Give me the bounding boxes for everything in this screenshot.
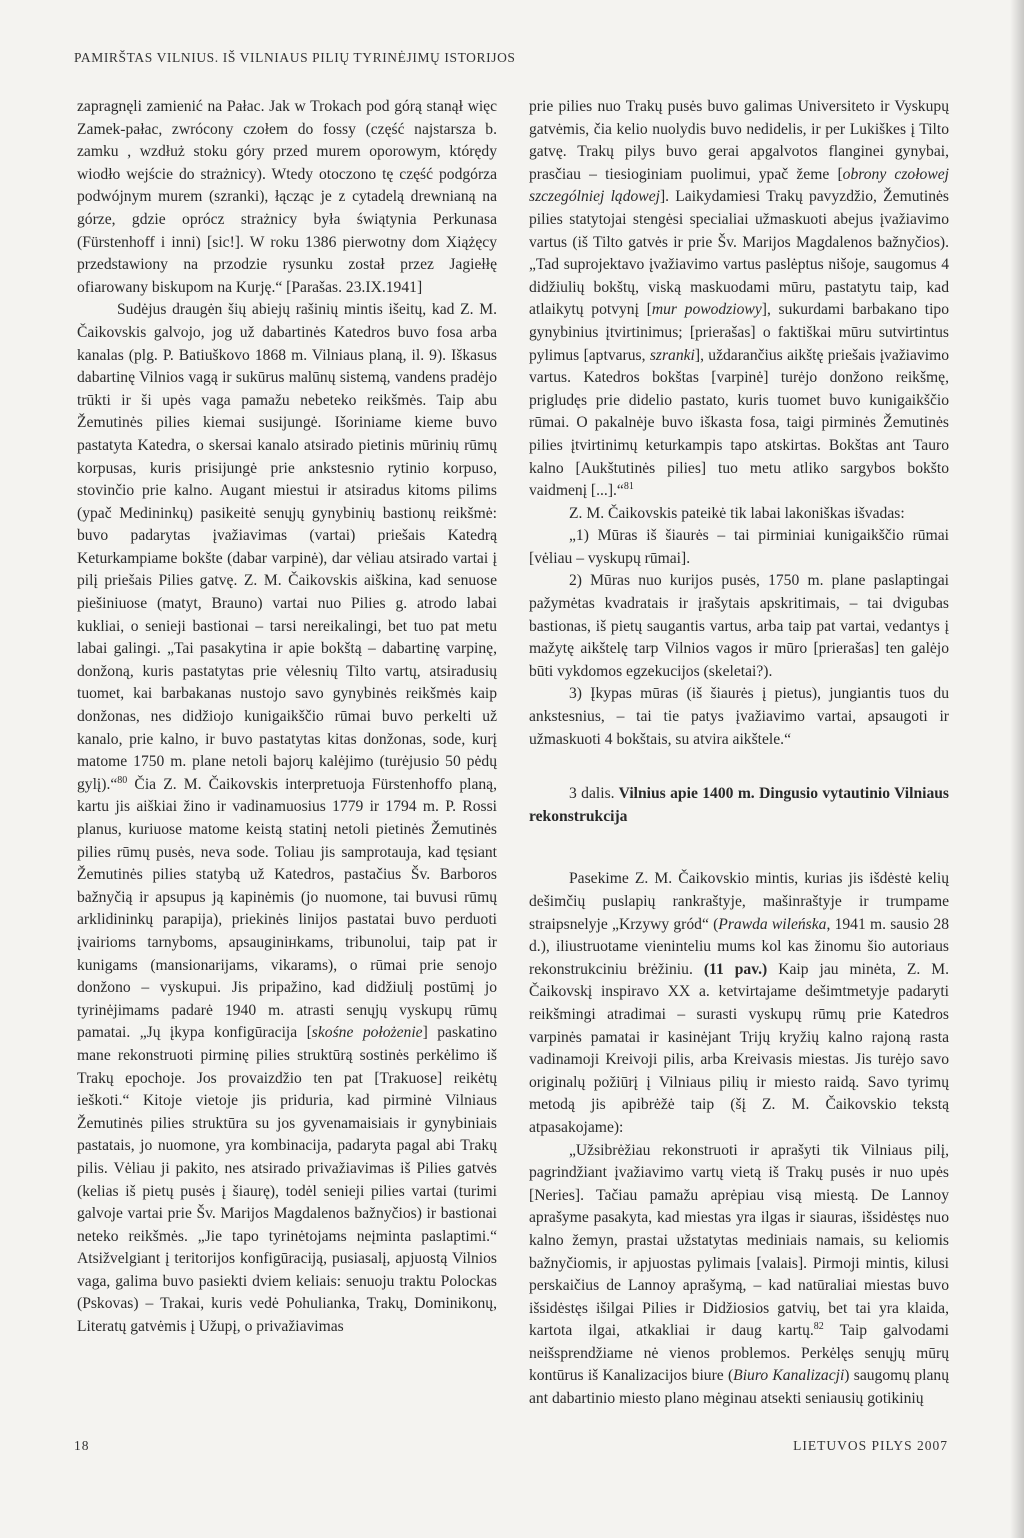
text-run: ] paskatino mane rekonstruoti pirminę pilies struktūrą sostinės perkėlimo iš Trakų epochoje. Jos provaizdžio ten pat [Trakuose] reikėtų ieškoti.“ Kitoje vietoje jis priduria, kad pirminė Vilniaus Žemutinės pilies struktūra su jos gyvenamaisiais ir gynybiniais pastatais, jo nuomone, yra kombinacija, padaryta pagal abi Trakų pilis. Vėliau ji pakito, nes atsirado privažiavimas iš Pilies gatvės (kelias iš pietų pusės į šiaurę), todėl senieji pilies vartai (turimi galvoje vartai prie Šv. Marijos Magdalenos bažnyčios) ir bastionai neteko reikšmės. „Jie tapo tyrinėtojams neįminta paslaptimi.“ Atsižvelgiant į teritorijos konfigūraciją, pusiasalį, apjuostą Vilnios vaga, galima buvo pasiekti dviem keliais: senuoju traktu Polockas (Pskovas) – Trakai, kuris vedė Pohulianka, Trakų, Dominikonų, Literatų gatvėmis į Užupį, o privažiavimas [77,1024,497,1336]
running-head: PAMIRŠTAS VILNIUS. IŠ VILNIAUS PILIŲ TYRINĖJIMŲ ISTORIJOS [74,50,516,65]
figure-ref: (11 pav.) [703,960,768,978]
italic-run: Biuro Kanalizacji [733,1367,845,1385]
paragraph: zapragnęli zamienić na Pałac. Jak w Trokach pod górą stanął więc Zamek-pałac, zwrócony czołem do fossy (część najstarsza b. zamku , wzdłuż stoku góry przed murem oporowym, którędy wiodło wejście do strażnicy). Wtedy otoczono tę część podgórza podwójnym murem (szranki), łącząc je z cytadelą drewnianą na górze, gdzie oprócz strażnicy była świątynia Perkunasa (Fürstenhoff i inni) [sic!]. W roku 1386 pierwotny dom Xiążęcy przedstawiony na przodzie rysunku został przez Jagiełłę ofiarowany biskupom na Kurję.“ [Parašas. 23.IX.1941] [77,98,497,296]
italic-run: obrony czołowej szczególniej lądowej [529,165,950,206]
text-run: Kaip jau minėta, Z. M. Čaikovskį inspiravo XX a. ketvirtajame dešimtmetyje padaryti reikšmingi atradimai – surasti vyskupų rūmų prie Katedros varpinės pamatai ir kasinėjant Trijų kryžių kalno rajoną rasta vadinamoji Kreivoji pilis, arba Kreivasis miestas. Jis turėjo savo originalų požiūrį į Vilniaus pilių ir miesto raidą. Savo tyrimų metodą jis apibrėžė taip (šį Z. M. Čaikovskio tekstą atpasakojame): [529,960,949,1136]
paragraph: Z. M. Čaikovskis pateikė tik labai lakoniškas išvadas: [569,504,905,522]
text-run: Pasekime Z. M. Čaikovskio mintis, kurias jis išdėstė kelių dešimčių puslapių rankraštyje, mašinraštyje ir trumpame straipsnelyje „Krzywy gród“ ( [529,870,949,933]
section-number: 3 dalis. [569,785,615,803]
left-column [77,96,497,1339]
section-title: Vilnius apie 1400 m. Dingusio vytautinio Vilniaus rekonstrukcija [529,785,949,825]
text-run: prie pilies nuo Trakų pusės buvo galimas Universiteto ir Vyskupų gatvėmis, čia kelio nuolydis buvo nedidelis, ir per Lukiškes į Tilto gatvę. Trakų pilys buvo gerai apgalvotos flanginei gynybai, prasčiau – tiesioginiam puolimui, ypač žeme [ [529,98,949,183]
text-run: Taip galvodami neišsprendžiame nė vienos problemos. Perkėlęs senųjų mūrų kontūrus iš Kanalizacijos biure ( [529,1322,949,1385]
text-run: , 1941 m. sausio 28 d.), iliustruotame vieninteliu mums kol kas žinomu šio autoriaus rekonstrukciniu brėžiniu. [529,915,949,978]
text-run: ], uždarančius aikštę priešais įvažiavimo vartus. Katedros bokštas [varpinė] turėjo donžono reikšmę, prigludęs prie didelio pastato, kuris tuomet buvo kunigaikščio rūmai. O pakalnėje buvo iškasta fosa, taigi pirminės Žemutinės pilies įtvirtinimų keturkampis tapo atskirtas. Bokštas ant Tauro kalno [Aukštutinės pilies] tuo metu atliko sargybos bokšto vaidmenį [...].“ [529,346,949,500]
italic-run: Prawda wileńska [718,915,827,933]
text-run: ]. Laikydamiesi Trakų pavyzdžio, Žemutinės pilies statytojai stengėsi specialiai užmaskuoti abejus įvažiavimo vartus (iš Tilto gatvės ir prie Šv. Marijos Magdalenos bažnyčios). „Tad suprojektavo įvažiavimo vartus paslėptus nišoje, saugomus 4 didžiulių bokštų, viską maskuodami mūru, pastatytu taip, kad atlaikytų potvynį [ [529,188,949,319]
journal-title: LIETUVOS PILYS 2007 [793,1438,948,1453]
paragraph [77,299,497,1338]
section-heading [529,783,949,828]
paragraph [529,96,949,503]
footnote-ref: 80 [117,774,128,786]
text-run: „Užsibrėžiau rekonstruoti ir aprašyti tik Vilniaus pilį, pagrindžiant įvažiavimo vartų vietą iš Trakų pusės ir nuo upės [Neries]. Tačiau pamažu aprėpiau visą miestą. De Lannoy aprašyme pasakyta, kad miestas yra ilgas ir siauras, išsidėstęs nuo kalno žemyn, prastai užstatytas mediniais namais, su keliomis bažnyčiomis, ir apjuostas pylimais [valais]. Pirmoji mintis, kilusi perskaičius de Lannoy aprašymą, – kad natūraliai miestas buvo išsidėstęs išilgai Pilies ir Didžiosios gatvių, bet tai yra klaida, kartota ilgai, atkakliai ir daug kartų. [529,1141,949,1340]
text-run: ) saugomų planų ant dabartinio miesto plano mėginau atsekti seniausių gotikinių [529,1367,949,1408]
paragraph: 3) Įkypas mūras (iš šiaurės į pietus), jungiantis tuos du ankstesnius, – tai tie patys įvažiavimo vartai, apsaugoti ir užmaskuoti 4 bokštais, su atvira aikštele.“ [529,685,949,748]
paragraph: 2) Mūras nuo kurijos pusės, 1750 m. plane paslaptingai pažymėtas kvadratais ir įrašytais apskritimais, – tai dvigubas bastionas, iš pietų saugantis vartus, arba taip pat vartai, vedantys į mažytę aikštelę tarp Vilnios vagos ir mūro [prierašas] ten galėjo būti vykdomos egzekucijos (skeletai?). [529,572,949,680]
footnote-ref: 82 [813,1321,824,1333]
right-column [529,96,949,1411]
paragraph [529,868,949,1139]
text-run: ], sukurdami barbakano tipo gynybinius įtvirtinimus; [prierašas] o faktiškai mūru sutvirtintus pylimus [aptvarus, [529,301,949,364]
text-run: Čia Z. M. Čaikovskis interpretuoja Fürstenhoffo planą, kartu jis aiškiai žino ir vadinamuosius 1779 ir 1794 m. P. Rossi planus, kuriuose matome keistą statinį netoli pietinės Žemutinės pilies rūmų pusės, neva sode. Toliau jis samprotauja, kad tęsiant Žemutinės pilies statybą už Katedros, pastačius Šv. Barboros bažnyčią ir apsupus ją kapinėmis (jo nuomone, tai buvusi rūmų arklidininkų parapija), priekinės linijos pastatai buvo perduoti įvairioms tarnyboms, apsauginінkams, tribunolui, taip pat ir kunigams (mansionarijams, vikarams), o rūmai prie senojo donžono – vyskupui. Jis pripažino, kad didžiulį postūmį jo tyrinėjimams padarė 1940 m. atrasti senųjų vyskupų rūmų pamatai. „Jų įkypa konfigūracija [ [77,775,497,1042]
paragraph: „1) Mūras iš šiaurės – tai pirminiai kunigaikščio rūmai [vėliau – vyskupų rūmai]. [529,527,949,567]
footnote-ref: 81 [623,480,634,492]
italic-run: skośne położenie [311,1024,423,1042]
text-run: Sudėjus draugėn šių abiejų rašinių mintis išeitų, kad Z. M. Čaikovskis galvojo, jog už dabartinės Katedros buvo fosa arba kanalas (plg. P. Batiuškovo 1868 m. Vilniaus planą, il. 9). Iškasus dabartinę Vilnios vagą ir sukūrus malūnų sistemą, vandens pradėjo trūkti ir ši upės vaga pamažu nebeteko reikšmės. Taip abu Žemutinės pilies kiemai susijungė. Išoriniame kieme buvo pastatyta Katedra, o skersai kanalo atsirado pietinis mūrinių rūmų korpusas, kuris prisijungė prie ankstesnio rytinio korpuso, stovinčio prie kalno. Augant miestui ir atsiradus kitoms pilims (ypač Medininkų) pasikeitė senųjų gynybinių bastionų reikšmė: buvo padarytas įvažiavimas (vartai) priešais Katedrą Keturkampiame bokšte (dabar varpinė), dar vėliau atsirado vartai į pilį priešais Pilies gatvę. Z. M. Čaikovskis aiškina, kad senuose piešiniuose (matyt, Brauno) vartai nuo Pilies g. atrodo labai kukliai, o senieji bastionai – tarsi nereikalingi, bet tuo pat metu labai galingi. „Tai pasakytina ir apie bokštą – dabartinę varpinę, donžoną, kuris pastatytas prie vėlesnių Tilto vartų, atsiradusių tuomet, kai barbakanas nustojo savo gynybinės reikšmės kaip donžonas, nes didžiojo kunigaikščio rūmai buvo perkelti už kanalo, prie kalno, ir buvo pastatytas kitas donžonas, sode, kurį matome 1750 m. plane netoli bajorų kalėjimo (turėjusio 50 pėdų gylį).“ [77,301,497,793]
italic-run: mur powodziowy [651,301,762,319]
page-edge-shadow [1010,0,1024,1538]
page-number: 18 [74,1438,90,1453]
paragraph [529,1140,949,1411]
italic-run: szranki [649,346,695,364]
